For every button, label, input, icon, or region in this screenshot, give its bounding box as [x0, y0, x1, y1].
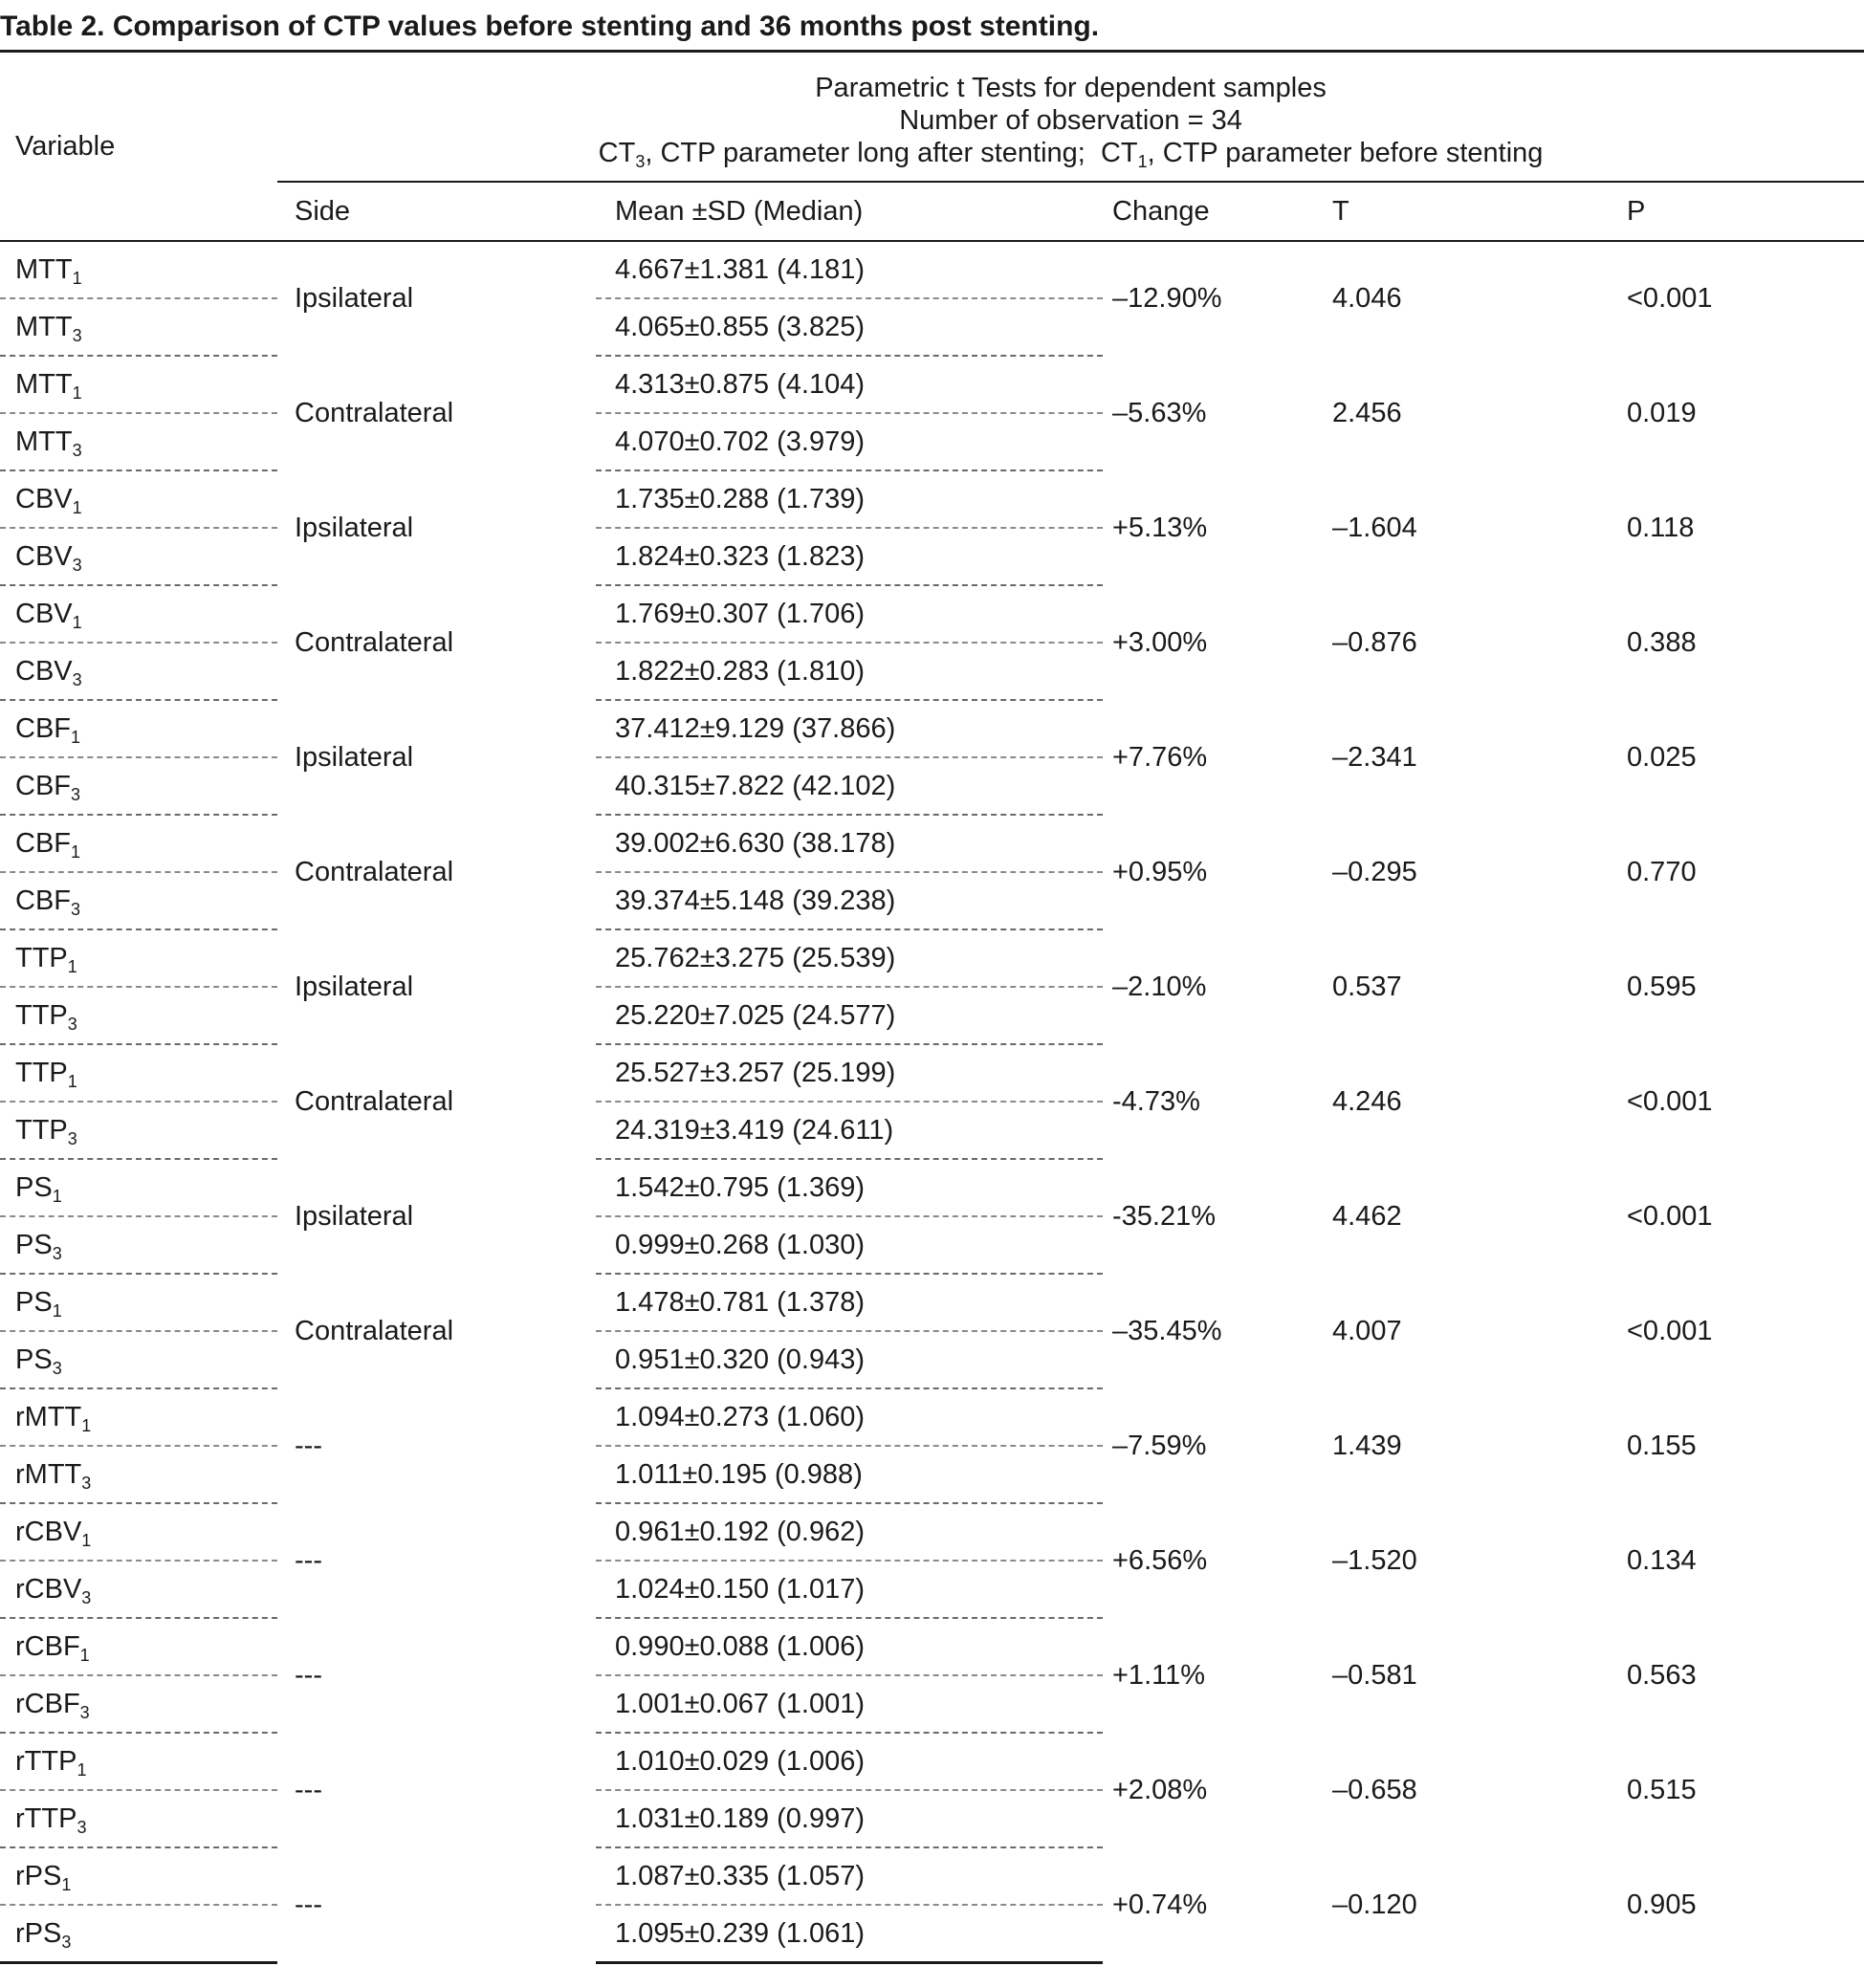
side-cell: Contralateral [295, 1315, 454, 1346]
mean-cell-after: 0.951±0.320 (0.943) [596, 1331, 1103, 1388]
t-cell: –0.658 [1332, 1774, 1417, 1805]
variable-subscript: 1 [52, 1300, 62, 1321]
p-cell: 0.905 [1627, 1889, 1697, 1920]
mean-cell-after: 1.031±0.189 (0.997) [596, 1790, 1103, 1847]
variable-name: TTP [15, 942, 68, 973]
t-cell: 4.007 [1332, 1315, 1402, 1346]
side-cell: Contralateral [295, 626, 454, 658]
p-cell: 0.388 [1627, 626, 1697, 658]
change-cell: -35.21% [1112, 1200, 1217, 1232]
t-cell: –0.295 [1332, 856, 1417, 887]
variable-name: CBF [15, 885, 71, 916]
mean-cell-before: 0.990±0.088 (1.006) [596, 1618, 1103, 1675]
variable-cell-before [0, 1503, 277, 1561]
variable-cell-after [0, 1216, 277, 1274]
p-cell: <0.001 [1627, 1315, 1713, 1346]
table-row [0, 1044, 1864, 1102]
variable-name: CBF [15, 712, 71, 744]
variable-cell-after [0, 1446, 277, 1503]
variable-subscript: 3 [67, 1014, 77, 1034]
variable-name: TTP [15, 1114, 68, 1146]
variable-name: MTT [15, 426, 73, 457]
header-variable: Variable [0, 52, 277, 242]
p-cell: 0.770 [1627, 856, 1697, 887]
mean-cell-after: 1.001±0.067 (1.001) [596, 1675, 1103, 1733]
variable-subscript: 1 [72, 382, 82, 403]
mean-cell-before: 1.478±0.781 (1.378) [596, 1274, 1103, 1331]
variable-cell-before [0, 1618, 277, 1675]
table-row [0, 1618, 1864, 1675]
header-test-title-block [277, 52, 1864, 183]
variable-name: CBF [15, 770, 71, 801]
change-cell: +0.74% [1112, 1889, 1208, 1920]
variable-name: rMTT [15, 1401, 82, 1432]
t-cell: –1.520 [1332, 1544, 1417, 1576]
mean-cell-before: 4.667±1.381 (4.181) [596, 241, 1103, 298]
side-cell: Ipsilateral [295, 741, 414, 773]
t-cell: –2.341 [1332, 741, 1417, 773]
variable-subscript: 1 [81, 1530, 92, 1550]
change-cell: +5.13% [1112, 512, 1208, 543]
t-cell: –1.604 [1332, 512, 1417, 543]
p-cell: 0.025 [1627, 741, 1697, 773]
header-side: Side [277, 182, 596, 241]
variable-cell-before [0, 815, 277, 872]
change-cell: –2.10% [1112, 971, 1207, 1002]
change-cell: +3.00% [1112, 626, 1208, 658]
t-cell: 4.046 [1332, 283, 1402, 314]
variable-subscript: 1 [61, 1874, 72, 1894]
variable-subscript: 1 [71, 727, 81, 747]
mean-cell-before: 1.542±0.795 (1.369) [596, 1159, 1103, 1216]
table-container [0, 50, 1864, 1964]
variable-name: PS [15, 1344, 53, 1375]
variable-subscript: 1 [79, 1645, 90, 1665]
header-test-title: Parametric t Tests for dependent samples [815, 73, 1327, 103]
change-cell: –7.59% [1112, 1430, 1207, 1461]
p-cell: 0.515 [1627, 1774, 1697, 1805]
variable-cell-before [0, 1159, 277, 1216]
table-row [0, 1503, 1864, 1561]
header-observations: Number of observation = 34 [899, 105, 1242, 136]
table-row [0, 470, 1864, 528]
variable-name: CBV [15, 540, 73, 572]
table-body [0, 241, 1864, 1963]
variable-cell-before [0, 1847, 277, 1905]
side-cell: --- [295, 1430, 322, 1461]
legend-ct1-base: CT [1100, 138, 1138, 168]
table-row [0, 1388, 1864, 1446]
change-cell: +6.56% [1112, 1544, 1208, 1576]
variable-subscript: 3 [67, 1128, 77, 1148]
t-cell: –0.120 [1332, 1889, 1417, 1920]
mean-cell-before: 1.735±0.288 (1.739) [596, 470, 1103, 528]
t-cell: –0.581 [1332, 1659, 1417, 1691]
t-cell: 4.462 [1332, 1200, 1402, 1232]
variable-name: CBV [15, 598, 73, 629]
mean-cell-after: 4.070±0.702 (3.979) [596, 413, 1103, 470]
variable-cell-after [0, 1331, 277, 1388]
t-cell: 4.246 [1332, 1085, 1402, 1117]
p-cell: 0.118 [1627, 512, 1695, 543]
header-t: T [1323, 182, 1617, 241]
header-legend [277, 137, 1864, 169]
variable-name: rMTT [15, 1458, 82, 1490]
legend-ct3-base: CT [598, 138, 636, 168]
p-cell: 0.134 [1627, 1544, 1697, 1576]
p-cell: <0.001 [1627, 283, 1713, 314]
variable-cell-after [0, 1790, 277, 1847]
variable-name: rTTP [15, 1802, 77, 1834]
variable-cell-after [0, 528, 277, 585]
variable-name: PS [15, 1229, 53, 1260]
variable-name: CBF [15, 827, 71, 859]
variable-cell-after [0, 1905, 277, 1963]
variable-subscript: 1 [72, 497, 82, 517]
change-cell: –12.90% [1112, 283, 1222, 314]
legend-ct1-text: , CTP parameter before stenting [1147, 138, 1544, 168]
side-cell: --- [295, 1889, 322, 1920]
table-row [0, 1847, 1864, 1905]
t-cell: 2.456 [1332, 397, 1402, 428]
change-cell: +1.11% [1112, 1659, 1206, 1691]
side-cell: Ipsilateral [295, 512, 414, 543]
p-cell: <0.001 [1627, 1085, 1713, 1117]
variable-subscript: 1 [81, 1415, 92, 1435]
variable-subscript: 3 [79, 1702, 90, 1722]
table-row [0, 356, 1864, 413]
variable-subscript: 3 [61, 1932, 72, 1952]
mean-cell-before: 1.769±0.307 (1.706) [596, 585, 1103, 643]
variable-name: rTTP [15, 1745, 77, 1777]
variable-name: MTT [15, 311, 73, 342]
variable-name: TTP [15, 999, 68, 1031]
side-cell: Contralateral [295, 856, 454, 887]
variable-name: rCBV [15, 1573, 82, 1605]
mean-cell-after: 1.095±0.239 (1.061) [596, 1905, 1103, 1963]
mean-cell-before: 1.010±0.029 (1.006) [596, 1733, 1103, 1790]
mean-cell-after: 0.999±0.268 (1.030) [596, 1216, 1103, 1274]
mean-cell-after: 4.065±0.855 (3.825) [596, 298, 1103, 356]
variable-cell-after [0, 1102, 277, 1159]
variable-name: TTP [15, 1057, 68, 1088]
variable-subscript: 3 [72, 440, 82, 460]
variable-name: CBV [15, 655, 73, 687]
change-cell: –35.45% [1112, 1315, 1222, 1346]
header-p: P [1617, 182, 1864, 241]
p-cell: 0.155 [1627, 1430, 1697, 1461]
change-cell: -4.73% [1112, 1085, 1200, 1117]
variable-cell-before [0, 241, 277, 298]
mean-cell-after: 25.220±7.025 (24.577) [596, 987, 1103, 1044]
variable-name: MTT [15, 253, 73, 285]
variable-subscript: 1 [67, 956, 77, 976]
variable-cell-after [0, 757, 277, 815]
header-mean: Mean ±SD (Median) [596, 182, 1103, 241]
legend-ct3-sub: 3 [635, 152, 646, 171]
variable-subscript: 3 [72, 325, 82, 345]
table-row [0, 1733, 1864, 1790]
side-cell: Ipsilateral [295, 971, 414, 1002]
variable-cell-after [0, 643, 277, 700]
variable-cell-before [0, 1388, 277, 1446]
variable-name: PS [15, 1171, 53, 1203]
table-row [0, 815, 1864, 872]
table-row [0, 1274, 1864, 1331]
mean-cell-after: 1.011±0.195 (0.988) [596, 1446, 1103, 1503]
change-cell: +7.76% [1112, 741, 1208, 773]
mean-cell-after: 40.315±7.822 (42.102) [596, 757, 1103, 815]
variable-name: CBV [15, 483, 73, 514]
change-cell: +2.08% [1112, 1774, 1208, 1805]
variable-subscript: 3 [81, 1473, 92, 1493]
variable-cell-before [0, 700, 277, 757]
mean-cell-before: 0.961±0.192 (0.962) [596, 1503, 1103, 1561]
variable-name: rCBV [15, 1516, 82, 1547]
p-cell: 0.563 [1627, 1659, 1697, 1691]
mean-cell-after: 24.319±3.419 (24.611) [596, 1102, 1103, 1159]
mean-cell-before: 25.527±3.257 (25.199) [596, 1044, 1103, 1102]
table-row [0, 241, 1864, 298]
table-caption: Table 2. Comparison of CTP values before stenting and 36 months post stenting. [0, 11, 1100, 42]
mean-cell-after: 39.374±5.148 (39.238) [596, 872, 1103, 929]
t-cell: 0.537 [1332, 971, 1402, 1002]
variable-name: rCBF [15, 1688, 80, 1719]
variable-name: PS [15, 1286, 53, 1318]
variable-subscript: 3 [81, 1587, 92, 1607]
table-row [0, 700, 1864, 757]
variable-name: rPS [15, 1917, 62, 1949]
mean-cell-before: 39.002±6.630 (38.178) [596, 815, 1103, 872]
variable-subscript: 3 [71, 899, 81, 919]
variable-cell-before [0, 1733, 277, 1790]
variable-cell-after [0, 987, 277, 1044]
variable-subscript: 3 [77, 1817, 87, 1837]
table-row [0, 929, 1864, 987]
variable-cell-after [0, 872, 277, 929]
mean-cell-before: 1.087±0.335 (1.057) [596, 1847, 1103, 1905]
side-cell: --- [295, 1659, 322, 1691]
variable-cell-after [0, 413, 277, 470]
mean-cell-before: 37.412±9.129 (37.866) [596, 700, 1103, 757]
variable-cell-after [0, 1561, 277, 1618]
variable-cell-before [0, 1274, 277, 1331]
side-cell: Ipsilateral [295, 283, 414, 314]
variable-cell-before [0, 585, 277, 643]
variable-subscript: 3 [52, 1243, 62, 1263]
variable-name: MTT [15, 368, 73, 400]
variable-subscript: 1 [71, 841, 81, 862]
variable-subscript: 1 [67, 1071, 77, 1091]
mean-cell-after: 1.822±0.283 (1.810) [596, 643, 1103, 700]
variable-name: rPS [15, 1860, 62, 1891]
variable-subscript: 3 [72, 669, 82, 689]
t-cell: –0.876 [1332, 626, 1417, 658]
mean-cell-before: 4.313±0.875 (4.104) [596, 356, 1103, 413]
mean-cell-before: 25.762±3.275 (25.539) [596, 929, 1103, 987]
table-row [0, 585, 1864, 643]
variable-cell-before [0, 929, 277, 987]
variable-name: rCBF [15, 1630, 80, 1662]
variable-cell-before [0, 1044, 277, 1102]
header-change: Change [1103, 182, 1323, 241]
variable-cell-after [0, 1675, 277, 1733]
p-cell: 0.595 [1627, 971, 1697, 1002]
variable-subscript: 3 [72, 555, 82, 575]
p-cell: <0.001 [1627, 1200, 1713, 1232]
variable-subscript: 1 [52, 1186, 62, 1206]
change-cell: +0.95% [1112, 856, 1208, 887]
variable-subscript: 3 [71, 784, 81, 804]
side-cell: Contralateral [295, 397, 454, 428]
variable-cell-before [0, 470, 277, 528]
side-cell: --- [295, 1544, 322, 1576]
mean-cell-after: 1.824±0.323 (1.823) [596, 528, 1103, 585]
side-cell: --- [295, 1774, 322, 1805]
variable-subscript: 1 [72, 612, 82, 632]
side-cell: Contralateral [295, 1085, 454, 1117]
variable-cell-before [0, 356, 277, 413]
p-cell: 0.019 [1627, 397, 1697, 428]
variable-subscript: 1 [72, 268, 82, 288]
variable-subscript: 1 [77, 1759, 87, 1780]
variable-cell-after [0, 298, 277, 356]
t-cell: 1.439 [1332, 1430, 1402, 1461]
ctp-comparison-table [0, 50, 1864, 1964]
legend-ct3-text: , CTP parameter long after stenting; [645, 138, 1086, 168]
mean-cell-after: 1.024±0.150 (1.017) [596, 1561, 1103, 1618]
variable-subscript: 3 [52, 1358, 62, 1378]
mean-cell-before: 1.094±0.273 (1.060) [596, 1388, 1103, 1446]
side-cell: Ipsilateral [295, 1200, 414, 1232]
legend-ct1-sub: 1 [1137, 152, 1148, 171]
table-row [0, 1159, 1864, 1216]
change-cell: –5.63% [1112, 397, 1207, 428]
